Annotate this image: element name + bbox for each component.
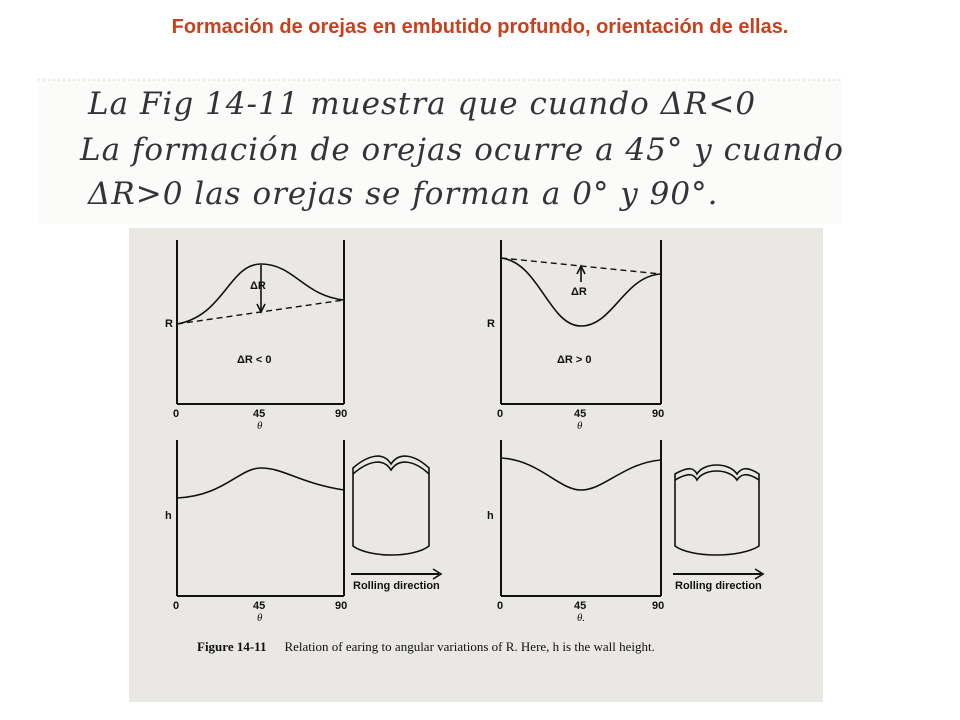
br-h-curve [501, 458, 661, 490]
br-cup-rim [675, 471, 759, 480]
bl-ylabel: h [165, 510, 172, 522]
br-ylabel: h [487, 510, 494, 522]
figure-14-11 [129, 228, 823, 702]
tl-tick-90: 90 [335, 408, 348, 420]
tr-tick-0: 0 [497, 408, 504, 420]
br-xlabel: θ. [577, 612, 586, 624]
figure-caption [197, 638, 757, 655]
bl-xlabel: θ [257, 612, 263, 624]
tr-ylabel: R [487, 318, 495, 330]
br-cup-outline [675, 465, 759, 555]
br-tick-90: 90 [652, 600, 665, 612]
page-title: Formación de orejas en embutido profundo, orientación de ellas. [171, 16, 789, 38]
tl-delta-label: ΔR [250, 280, 266, 292]
tl-ylabel: R [165, 318, 173, 330]
tr-delta-label: ΔR [571, 286, 587, 298]
bl-tick-45: 45 [253, 600, 266, 612]
br-rolling-label: Rolling direction [675, 580, 762, 592]
tr-tick-90: 90 [652, 408, 665, 420]
caption-number: Figure 14-11 [197, 639, 267, 654]
tr-tick-45: 45 [574, 408, 587, 420]
handwritten-note [38, 78, 843, 224]
tl-tick-45: 45 [253, 408, 266, 420]
bl-h-curve [177, 468, 344, 498]
note-line-2: La formación de orejas ocurre a 45° y cuando [80, 132, 844, 168]
tl-tick-0: 0 [173, 408, 180, 420]
tr-condition: ΔR > 0 [557, 354, 592, 366]
note-line-3: ΔR>0 las orejas se forman a 0° y 90°. [88, 176, 719, 212]
bl-tick-0: 0 [173, 600, 180, 612]
tl-condition: ΔR < 0 [237, 354, 272, 366]
br-tick-45: 45 [574, 600, 587, 612]
bl-tick-90: 90 [335, 600, 348, 612]
tr-xlabel: θ [577, 420, 583, 432]
note-line-1: La Fig 14-11 muestra que cuando ΔR<0 [88, 86, 757, 122]
caption-text: Relation of earing to angular variations of R. Here, h is the wall height. [284, 639, 655, 654]
figure-drawing [129, 228, 823, 702]
bl-rolling-label: Rolling direction [353, 580, 440, 592]
tl-xlabel: θ [257, 420, 263, 432]
br-tick-0: 0 [497, 600, 504, 612]
